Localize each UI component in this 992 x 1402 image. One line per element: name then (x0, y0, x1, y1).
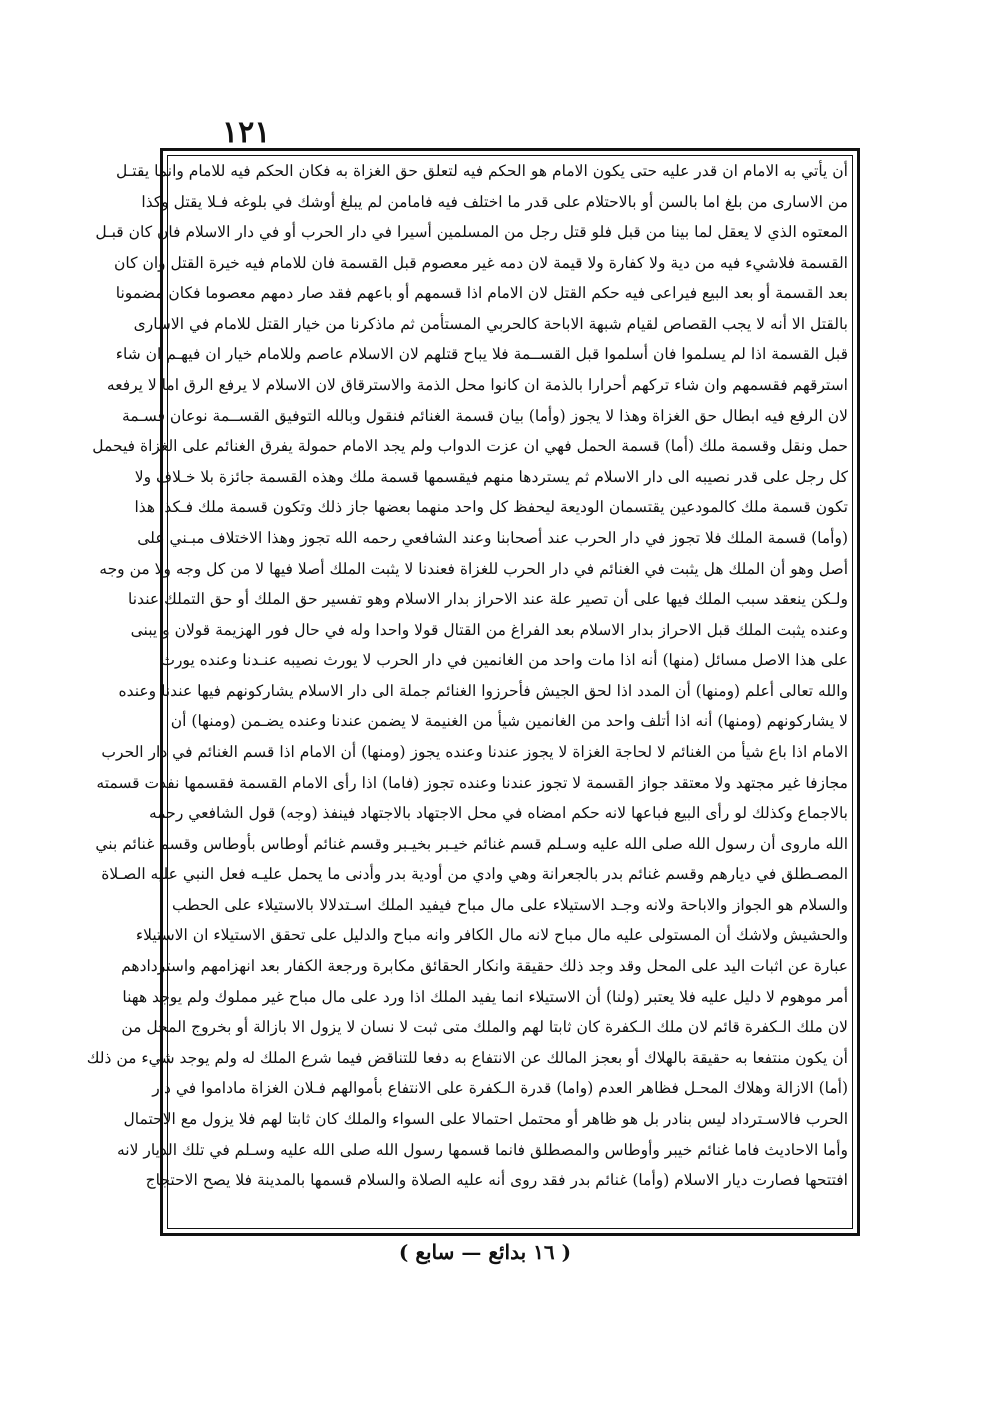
text-line: استرقهم فقسمهم وان شاء تركهم أحرارا بالذمة ان كانوا محل الذمة والاسترقاق لان الاسلام لا يرفع الرق اما لا يرفعه (106, 376, 848, 395)
text-line: على هذا الاصل مسائل (منها) أنه اذا مات واحد من الغانمين في دار الحرب لا يورث نصيبه عنـدنا وعنده يورث (160, 651, 848, 670)
text-line: بالقتل الا أنه لا يجب القصاص لقيام شبهة الاباحة كالحربي المستأمن ثم ماذكرنا من خيار القتل للامام في الاسارى (133, 314, 848, 333)
text-line: حمل ونقل وقسمة ملك (أما) قسمة الحمل فهي ان عزت الدواب ولم يجد الامام حمولة يفرق الغنائم على الغزاة فيحمل (92, 437, 848, 456)
text-line: لان ملك الـكفرة قائم لان ملك الـكفرة كان ثابتا لهم والملك متى ثبت لا نسان لا يزول الا بازالة أو بخروج المحل من (121, 1018, 848, 1037)
text-line: لان الرفع فيه ابطال حق الغزاة وهذا لا يجوز (وأما) بيان قسمة الغنائم فنقول وبالله التوفيق القســمة نوعان قسـمة (121, 406, 848, 425)
text-line: الله ماروى أن رسول الله صلى الله عليه وسـلم قسم غنائم خيـبر بخيـبر وقسم غنائم أوطاس بأوطاس وقسم غنائم بني (95, 834, 848, 853)
text-line: (وأما) قسمة الملك فلا تجوز في دار الحرب عند أصحابنا وعند الشافعي رحمه الله تجوز وهذا الاختلاف مبـني على (137, 528, 848, 547)
text-line: وأما الاحاديث فاما غنائم خيبر وأوطاس والمصطلق فانما قسمها رسول الله صلى الله عليه وسـلم في تلك الديار لانه (116, 1140, 848, 1159)
text-line: ولـكن ينعقد سبب الملك فيها على أن تصير علة عند الاحراز بدار الاسلام وهو تفسير حق الملك أو حق التملك عندنا (128, 590, 848, 609)
text-line: الحرب فالاسـترداد ليس بنادر بل هو ظاهر أو محتمل احتمالا على السواء والملك كان ثابتا لهم فلا يزول مع الاحتمال (123, 1109, 848, 1128)
text-line: من الاسارى من بلغ اما بالسن أو بالاحتلام على قدر ما اختلف فيه فامامن لم يبلغ أوشك في بلوغه فـلا يقتل وكذا (141, 192, 848, 211)
text-line: أمر موهوم لا دليل عليه فلا يعتبر (ولنا) أن الاستيلاء انما يفيد الملك اذا ورد على مال مباح غير مملوك ولم يوجد ههنا (122, 987, 848, 1006)
text-line: أن يأتي به الامام ان قدر عليه حتى يكون الامام هو الحكم فيه لتعلق حق الغزاة به فكان الحكم فيه للامام وانما يقتـل (116, 162, 848, 180)
text-line: أصل وهو أن الملك هل يثبت في الغنائم في دار الحرب للغزاة فعندنا لا يثبت الملك أصلا فيها لا من كل وجه ولا من وجه (99, 559, 848, 578)
text-line: أن يكون منتفعا به حقيقة بالهلاك أو بعجز المالك عن الانتفاع به دفعا للتناقض فيما شرع الملك له ولم يوجد شيء من ذلك (86, 1048, 848, 1067)
text-line: المعتوه الذي لا يعقل لما بينا من قبل فلو قتل رجل من المسلمين أسيرا في دار الحرب أو في دار الاسلام فان كان قبـل (95, 223, 848, 242)
text-line: كل رجل على قدر نصيبه الى دار الاسلام ثم يستردها منهم فيقسمها قسمة ملك وهذه القسمة جائزة بلا خـلاف ولا (134, 467, 848, 486)
text-line: افتتحها فصارت ديار الاسلام (وأما) غنائم بدر فقد روى أنه عليه الصلاة والسلام قسمها بالمدينة فلا يصح الاحتجاج (145, 1171, 848, 1190)
text-line: وعنده يثبت الملك قبل الاحراز بدار الاسلام بعد الفراغ من القتال قولا واحدا وله في حال فور الهزيمة قولان و يبنى (130, 620, 848, 639)
text-line: والله تعالى أعلم (ومنها) أن المدد اذا لحق الجيش فأحرزوا الغنائم جملة الى دار الاسلام يشاركونهم فيها عندنا وعنده (118, 681, 848, 700)
text-line: بالاجماع وكذلك لو رأى البيع فباعها لانه حكم امضاه في محل الاجتهاد بالاجتهاد فينفذ (وجه) قول الشافعي رحمه (148, 804, 848, 823)
text-line: القسمة فلاشيء فيه من دية ولا كفارة ولا قيمة لان دمه غير معصوم قبل القسمة فان للامام فيه خيرة القتل وان كان (114, 253, 848, 272)
page-number: ١٢١ (222, 115, 271, 150)
text-line: والحشيش ولاشك أن المستولى عليه مال مباح لانه مال الكافر وانه مباح والدليل على تحقق الاستيلاء ان الاستيلاء (135, 926, 848, 945)
text-line: لا يشاركونهم (ومنها) أنه اذا أتلف واحد من الغانمين شيأ من الغنيمة لا يضمن عندنا وعنده يضـمن (ومنها) أن (170, 712, 848, 731)
text-line: عبارة عن اثبات اليد على المحل وقد وجد ذلك حقيقة وانكار الحقائق مكابرة ورجعة الكفار بعد انهزامهم واستردادهم (121, 957, 848, 976)
text-line: الامام اذا باع شيأ من الغنائم لا لحاجة الغزاة لا يجوز عندنا وعنده يجوز (ومنها) أن الامام اذا قسم الغنائم في دار الحرب (101, 742, 848, 761)
text-line: قبل القسمة اذا لم يسلموا فان أسلموا قبل القســمة فلا يباح قتلهم لان الاسلام عاصم وللامام خيار ان فيهـم ان شاء (115, 345, 848, 364)
text-line: (أما) الازالة وهلاك المحـل فظاهر العدم (واما) قدرة الـكفرة على الانتفاع بأموالهم فـلان الغزاة ماداموا في دار (152, 1079, 848, 1098)
text-line: مجازفا غير مجتهد ولا معتقد جواز القسمة لا تجوز عندنا وعنده تجوز (فاما) اذا رأى الامام القسمة فقسمها نفذت قسمته (96, 773, 848, 792)
footer-signature: ( ١٦ بدائع — سابع ) (398, 1240, 572, 1264)
text-line: والسلام هو الجواز والاباحة ولانه وجـد الاستيلاء على مال مباح فيفيد الملك اسـتدلالا بالاستيلاء على الحطب (172, 895, 848, 914)
text-line: بعد القسمة أو بعد البيع فيراعى فيه حكم القتل لان الامام اذا قسمهم أو باعهم فقد صار دمهم معصوما فكان مضمونا (115, 284, 848, 303)
text-line: المصـطلق في ديارهم وقسم غنائم بدر بالجعرانة وهي وادي من أودية بدر وأدنى ما يحمل عليـه فعل النبي عليه الصـلاة (101, 865, 848, 884)
text-line: تكون قسمة ملك كالمودعين يقتسمان الوديعة ليحفظ كل واحد منهما بعضها جاز ذلك وتكون قسمة ملك فـكذا هذا (134, 498, 848, 517)
body-text (86, 156, 848, 1228)
